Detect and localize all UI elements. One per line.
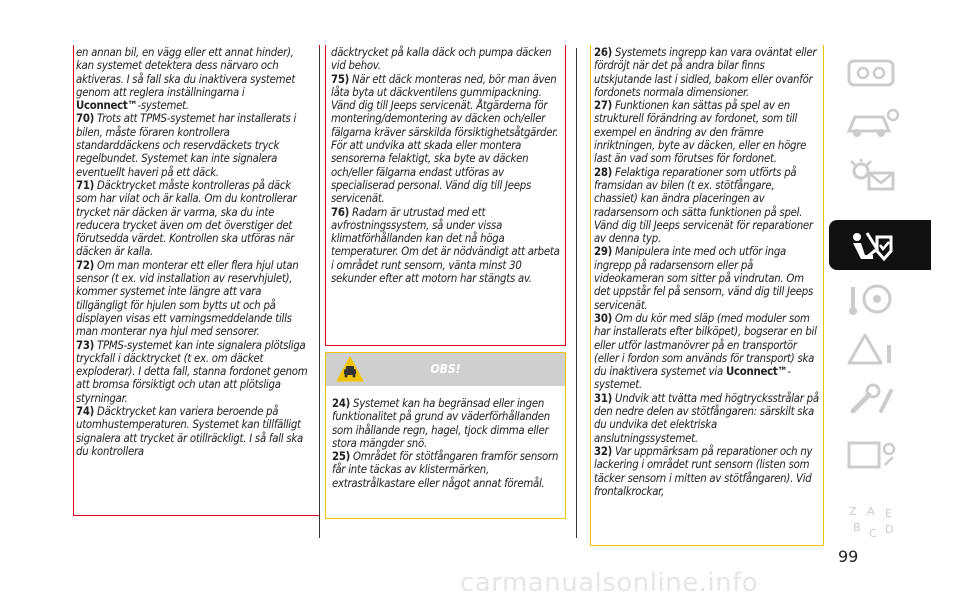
note-32: 32) Var uppmärksam på reparationer och ny lackering i området runt sensorn (listen som täcker sensorn i mitten av stötfångaren). Vid frontalkrockar, bbox=[594, 444, 813, 498]
warning-triangle-icon bbox=[843, 331, 903, 369]
tab-emergency[interactable] bbox=[829, 324, 931, 374]
watermark: carmanualsonline.info bbox=[460, 568, 759, 598]
notes-column-2 bbox=[331, 46, 561, 285]
note-28: 28) Felaktiga reparationer som utförts på framsidan av bilen (t ex. stötfångare, chassiet) kan ändra placeringen av radarsensorn och sätta funktionen på spel. Vänd dig till Jeeps servicenät för reparationer av denna typ. bbox=[594, 165, 813, 246]
svg-text:D: D bbox=[885, 523, 894, 536]
obs-title: OBS! bbox=[430, 362, 461, 376]
column-divider bbox=[319, 48, 320, 538]
svg-text:C: C bbox=[869, 527, 877, 540]
obs-box bbox=[325, 352, 566, 519]
car-dashboard-icon bbox=[843, 55, 903, 93]
note-73: 73) TPMS-systemet kan inte signalera plötsliga tryckfall i däcktrycket (t ex. om däcket exploderar). I detta fall, stanna fordonet genom att bromsa försiktigt och utan att plötsliga styrningar. bbox=[76, 338, 308, 405]
tab-multimedia[interactable] bbox=[829, 430, 931, 480]
page-number: 99 bbox=[838, 547, 859, 566]
notes-column-3 bbox=[594, 46, 820, 498]
note-26: 26) Systemets ingrepp kan vara oväntat eller fördröjt när det på andra bilar finns utskjutande last i sidled, bakom eller ovanför fordonets normala dimensioner. bbox=[594, 46, 817, 99]
note-75: 75) När ett däck monteras ned, bör man även låta byta ut däckventilens gummipackning. Vänd dig till Jeeps servicenät. Åtgärderna för montering/demontering av däcken och/eller fälgarna kräver särskilda försiktighetsåtgärder. För att undvika att skada eller montera sensorerna felaktigt, ska byte av däcken och/eller fälgarna endast utföras av specialiserad personal. Vänd dig till Jeeps servicenät. bbox=[331, 72, 559, 206]
tab-maintenance[interactable] bbox=[829, 374, 931, 424]
note-76: 76) Radarn är utrustad med ett avfrostningssystem, så under vissa klimatförhållanden kan det nå höga temperaturer. Om det är nödvändigt att arbeta i området runt sensorn, vänta minst 30 sekunder efter att motorn har stängts av. bbox=[331, 205, 560, 286]
note-24: 24) Systemet kan ha begränsad eller ingen funktionalitet på grund av väderförhållanden som ihållande regn, hagel, tjock dimma eller stora mängder snö. bbox=[332, 397, 550, 450]
obs-header bbox=[326, 353, 565, 386]
note-29: 29) Manipulera inte med och utför inga ingrepp på radarsensorn eller på videokameran som sitter på vindrutan. Om det uppstår fel på sensorn, vänd dig till Jeeps servicenät. bbox=[594, 245, 814, 312]
notes-column-1 bbox=[76, 46, 312, 458]
seat-safety-icon bbox=[843, 227, 903, 265]
car-key-icon bbox=[843, 105, 903, 143]
media-icon bbox=[843, 437, 903, 475]
note-72: 72) Om man monterar ett eller flera hjul utan sensor (t ex. vid installation av reservhjulet), kommer systemet inte längre att vara tillgängligt för hjulen som bytts ut och på displayen visas ett varningsmeddelande tills man monterar nya hjul med sensorer. bbox=[76, 258, 299, 339]
note-71: 71) Däcktrycket måste kontrolleras på däck som har vilat och är kalla. Om du kontrollerar trycket när däcken är varma, ska du inte reducera trycket även om det överstiger det förutsedda värdet. Kontrollen ska utföras när däcken är kalla. bbox=[76, 178, 297, 259]
paragraph: en annan bil, en vägg eller ett annat hinder), kan systemet detektera dess närvaro och aktiveras. I så fall ska du inaktivera systemet genom att reglera inställningarna i Uconnect™-systemet. bbox=[76, 46, 296, 113]
svg-text:B: B bbox=[853, 521, 861, 534]
index-icon bbox=[843, 503, 903, 543]
note-25: 25) Området för stötfångaren framför sensorn får inte täckas av klistermärken, extrastrålkastare eller något annat föremål. bbox=[332, 450, 559, 490]
paragraph: däcktrycket på kalla däck och pumpa däcken vid behov. bbox=[331, 46, 552, 73]
note-70: 70) Trots att TPMS-systemet har installerats i bilen, måste föraren kontrollera standarddäckens och reservdäckets tryck regelbundet. Systemet kan inte signalera eventuellt haveri på ett däck. bbox=[76, 112, 297, 179]
svg-text:A: A bbox=[867, 505, 875, 518]
obs-text bbox=[332, 397, 560, 490]
svg-text:E: E bbox=[885, 507, 892, 520]
note-30: 30) Om du kör med släp (med moduler som har installerats efter bilköpet), bogserar en bil eller utför lastmanövrer på en transportör (eller i fordon som används för transport) ska du inaktivera systemet via Uconnect™-systemet. bbox=[594, 311, 817, 392]
tools-steering-icon bbox=[843, 281, 903, 319]
svg-text:Z: Z bbox=[849, 505, 857, 518]
tab-index[interactable] bbox=[829, 496, 931, 546]
tab-lights[interactable] bbox=[829, 150, 931, 200]
note-27: 27) Funktionen kan sättas på spel av en strukturell förändring av fordonet, som till exempel en ändring av den främre inriktningen, byte av däcken, eller en högre last än vad som förutses för fordonet. bbox=[594, 99, 807, 166]
light-warning-icon bbox=[843, 157, 903, 195]
tab-dashboard[interactable] bbox=[829, 48, 931, 98]
note-31: 31) Undvik att tvätta med högtrycksstrålar på den nedre delen av stötfångaren: särskilt ska du undvika det elektriska anslutningssystemet. bbox=[594, 391, 819, 445]
tab-safety[interactable] bbox=[829, 220, 931, 270]
column-divider bbox=[576, 48, 577, 538]
tab-keys[interactable] bbox=[829, 98, 931, 148]
wrench-icon bbox=[843, 381, 903, 419]
tab-driving[interactable] bbox=[829, 274, 931, 324]
note-74: 74) Däcktrycket kan variera beroende på utomhustemperaturen. Systemet kan tillfälligt signalera att trycket är otillräckligt. I så fall ska du kontrollera bbox=[76, 405, 304, 458]
